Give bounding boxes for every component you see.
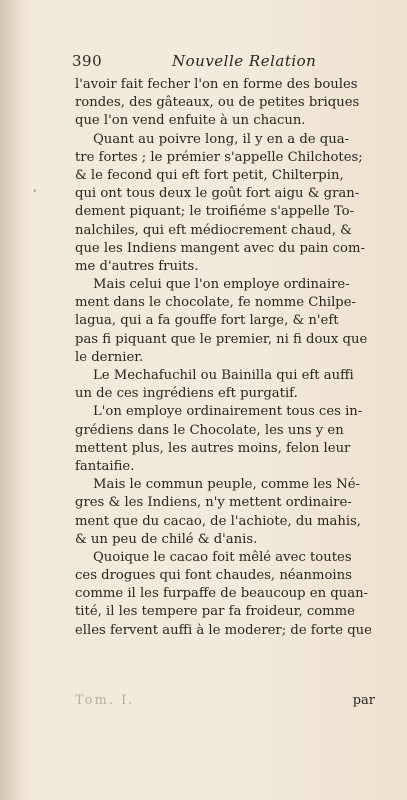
text-line: & un peu de chilé & d'anis. [75,531,258,547]
catchword: par [352,693,375,708]
text-line: nalchiles, qui eft médiocrement chaud, & [75,222,352,238]
margin-marks: , [33,180,37,194]
text-line: grédiens dans le Chocolate, les uns y en [75,422,344,438]
text-line: que l'on vend enfuite à un chacun. [75,113,306,129]
page-number: 390 [72,52,103,70]
text-line: pas fi piquant que le premier, ni fi doux que [75,331,368,347]
text-line: ment que du cacao, de l'achiote, du mahis, [75,513,362,529]
text-line: tité, il les tempere par fa froideur, comme [75,604,355,620]
text-line: Le Mechafuchil ou Bainilla qui eft auffi [93,368,354,383]
page-header [72,52,372,76]
text-line: lagua, qui a fa gouffe fort large, & n'eft [75,313,339,329]
text-line: mettent plus, les autres moins, felon leur [75,440,351,456]
signature-mark: Tom. I. [75,693,135,708]
text-line: Mais celui que l'on employe ordinaire- [93,277,350,293]
text-line: L'on employe ordinairement tous ces in- [93,404,363,420]
text-line: comme il les furpaffe de beaucoup en quan- [75,586,369,602]
text-line: que les Indiens mangent avec du pain com- [75,240,365,256]
text-line: tre fortes ; le prémier s'appelle Chilchotes; [75,149,363,165]
text-line: ment dans le chocolate, fe nomme Chilpe- [75,295,357,311]
text-line: rondes, des gâteaux, ou de petites briques [75,95,360,111]
text-line: qui ont tous deux le goût fort aigu & gran- [75,186,360,202]
running-title: Nouvelle Relation [172,52,317,70]
text-line: ces drogues qui font chaudes, néanmoins [75,568,352,584]
text-line: fantaifie. [75,458,135,474]
text-line: elles fervent auffi à le moderer; de forte que [75,622,372,638]
text-line: & le fecond qui eft fort petit, Chilterpin, [75,167,344,183]
text-line: Quant au poivre long, il y en a de qua- [93,131,350,147]
text-line: un de ces ingrédiens eft purgatif. [75,386,298,402]
text-line: dement piquant; le troifiéme s'appelle To- [75,204,355,220]
catchword-line [75,693,375,713]
body-text [75,76,375,640]
text-line: l'avoir fait fecher l'on en forme des boules [75,77,358,92]
text-line: Quoique le cacao foit mêlé avec toutes [93,549,352,565]
text-line: me d'autres fruits. [75,258,199,274]
text-line: gres & les Indiens, n'y mettent ordinaire- [75,495,352,511]
text-line: le dernier. [75,349,144,365]
text-line: Mais le commun peuple, comme les Né- [93,477,360,493]
gutter-shadow [0,0,22,800]
